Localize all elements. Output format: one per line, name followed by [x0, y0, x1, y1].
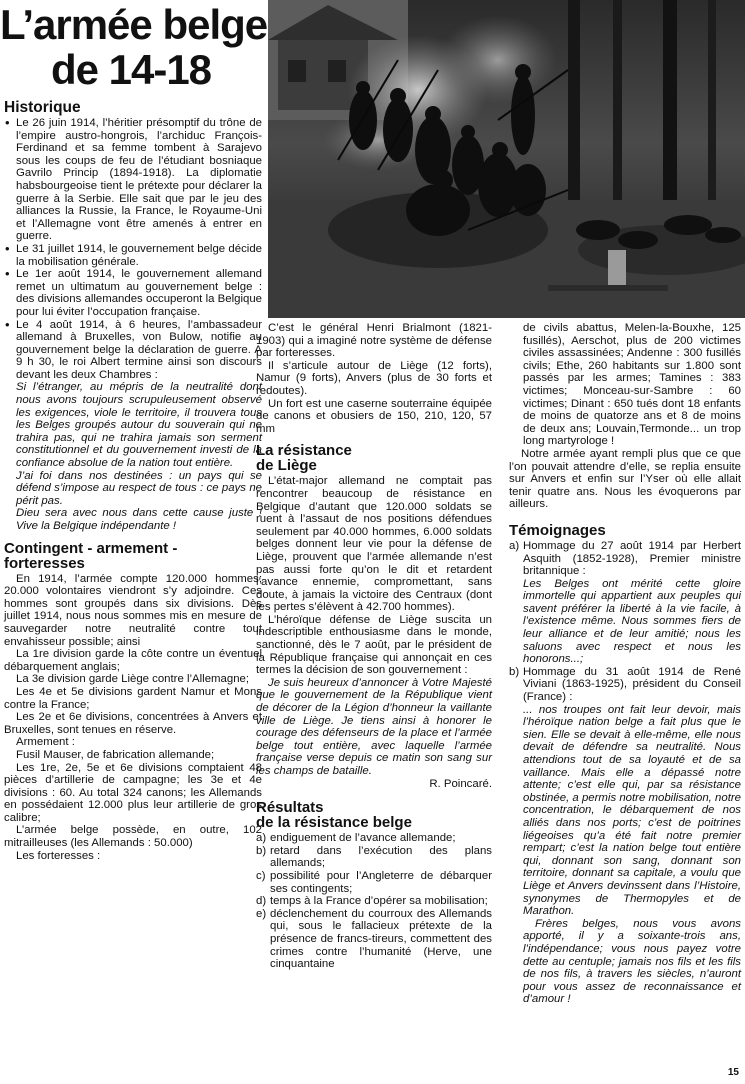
list-item-text: endiguement de l’avance allemande;: [270, 832, 456, 845]
list-item: [256, 907, 492, 971]
resistance-heading-line-2: de Liège: [256, 457, 317, 475]
column-3: [509, 322, 741, 1006]
paragraph: Un fort est une caserne souterraine équipée de canons et obusiers de 150, 210, 120, 57 mm: [256, 397, 492, 435]
historique-list: [4, 117, 262, 533]
list-item-text: possibilité pour l’Angleterre de débarquer ses contingents;: [270, 869, 492, 895]
column-1: [4, 96, 262, 862]
list-marker: a): [256, 832, 267, 845]
paragraph: Les forteresses :: [16, 849, 101, 862]
asquith-quote: Les Belges ont mérité cette gloire immortelle qui appartient aux peuples qui savent préférer la liberté à la vie facile, à l’existence même. Nous sommes fiers de leur alliance et de leur amitié; nous les saluons avec respect et nous les honorons...;: [523, 577, 741, 666]
paragraph: La 1re division garde la côte contre un éventuel débarquement anglais;: [4, 648, 262, 673]
paragraph: Fusil Mauser, de fabrication allemande;: [16, 748, 215, 761]
viviani-intro: Hommage du 31 août 1914 de René Viviani (1863-1925), président du Conseil (France) :: [523, 665, 741, 704]
list-marker: e): [256, 907, 267, 920]
paragraph: Il s’articule autour de Liège (12 forts), Namur (9 forts), Anvers (plus de 30 forts et redoutes).: [256, 359, 492, 397]
list-item: [509, 539, 741, 666]
viviani-quote-1: ... nos troupes ont fait leur devoir, mais l’héroïque nation belge a fait plus que le sien. Elle se devait à elle-même, elle nous devait de défendre sa neutralité. Nous attendions tout de sa loyauté et de sa vaillance. Mais elle a dépassé notre attente; c’est elle qui, par sa résistance obstinée, a permis notre mobilisation, notre concentration, le débarquement de nos alliés dans nos ports; c’est de poitrines liégeoises qu’a été fait notre premier rempart; c’est la nation belge tout entière qui, donnant son sang, donnant son territoire, donnant sa capitale, a voulu que Liège et Anvers devinssent dans l’Histoire, synonymes de Thermopyles et de Marathon.: [523, 703, 741, 918]
list-marker: b): [509, 665, 520, 678]
resultats-heading-line-1: Résultats: [256, 799, 324, 817]
title-line-1: L’armée belge: [0, 1, 268, 48]
battle-illustration: [268, 0, 745, 318]
poincare-quote: Je suis heureux d’annoncer à Votre Majesté que le gouvernement de la République vient de décorer de la Légion d’honneur la vaillante ville de Liège. Je tiens ainsi à honorer le courage des défenseurs de la place et l’armée belge tout entière, avec laquelle l’armée française verse depuis ce matin son sang sur les champs de bataille.: [256, 676, 492, 777]
list-marker: a): [509, 539, 520, 552]
list-marker: b): [256, 844, 267, 857]
paragraph: En 1914, l’armée compte 120.000 hommes; 20.000 volontaires viendront s’y adjoindre. Ces hommes sont groupés dans six divisions. Dès juillet 1914, nous nous sommes mis en mesure de sauvegarder notre neutralité contre tout envahisseur possible; ainsi: [4, 572, 262, 648]
list-item: [16, 319, 262, 533]
list-item: • Le 31 juillet 1914, le gouvernement belge décide la mobilisation générale.: [16, 243, 262, 268]
paragraph: L’armée belge possède, en outre, 102 mitrailleuses (les Allemands : 50.000): [4, 824, 262, 850]
paragraph: C’est le général Henri Brialmont (1821-1903) qui a imaginé notre système de défense par forteresses.: [256, 322, 492, 360]
list-item: • Le 26 juin 1914, l’héritier présomptif du trône de l’empire austro-hongrois, l’archiduc François-Ferdinand et sa femme tombent à Sarajevo sous les coups de feu de l’étudiant bosniaque Gavrilo Princip (1894-1918). La diplomatie habsbourgeoise tient le prétexte pour déclarer la guerre à la Serbie. Elle sait que par le jeu des alliances la Russie, la France, le Royaume-Uni et l’Allemagne vont être amenés à entrer en guerre.: [16, 117, 262, 243]
paragraph: de civils abattus, Melen-la-Bouxhe, 125 fusillés), Aerschot, plus de 200 victimes civiles assassinées; Andenne : 300 fusillés civils; Ethe, 260 habitants sur 1.800 sont passés par les armes; Tamines : 383 victimes; Monceau-sur-Sambre : 60 victimes; Dinant : 650 tués dont 18 enfants de moins de quatorze ans et 8 de moins de deux ans; Louvain,Termonde... un trop long martyrologe !: [523, 322, 741, 448]
battle-illustration-drawing: [268, 0, 745, 318]
column-2: [256, 322, 492, 971]
paragraph: L’héroïque défense de Liège suscita un indescriptible enthousiasme dans le monde, sanctionné, dès le 7 août, par le président de la République française qui annonçait en ces termes la décision de son gouvernement :: [256, 613, 492, 677]
viviani-quote-2: Frères belges, nous vous avons apporté, il y a soixante-trois ans, l’indépendance; vous nous payez votre dette au centuple; jamais nos fils et les fils de nos fils, à travers les siècles, n’auront pour vous assez de reconnaissance et d’amour !: [523, 917, 741, 1006]
title-line-2: de 14-18: [50, 46, 212, 93]
list-item: • Le 1er août 1914, le gouvernement allemand remet un ultimatum au gouvernement belge : des divisions allemandes occuperont la Belgique pour lui éviter l’occupation française.: [16, 268, 262, 318]
resultats-heading-line-2: de la résistance belge: [256, 814, 412, 832]
resultats-heading: [256, 800, 492, 830]
king-quote-1: Si l’étranger, au mépris de la neutralité dont nous avons toujours scrupuleusement observé les exigences, viole le territoire, il trouvera tous les Belges groupés autour du souverain qui ne trahira pas, qui ne trahira jamais son serment constitutionnel et du gouvernement investi de la confiance absolue de la nation tout entière.: [16, 381, 262, 470]
temoignages-heading: Témoignages: [509, 521, 606, 539]
paragraph: Les 2e et 6e divisions, concentrées à Anvers et Bruxelles, sont tenues en réserve.: [4, 711, 262, 736]
historique-heading: Historique: [4, 99, 81, 116]
paragraph: Notre armée ayant rempli plus que ce que l’on pouvait attendre d’elle, se replia ensuite sur Anvers et enfin sur l’Yser où elle allait tenir quatre ans. Nous les évoquerons par ailleurs.: [509, 447, 741, 511]
contingent-heading: Contingent - armement - forteresses: [4, 539, 178, 572]
resistance-heading: [256, 443, 492, 473]
list-item: [509, 665, 741, 1006]
list-item-text: retard dans l’exécution des plans allemands;: [270, 844, 492, 870]
paragraph: Les 4e et 5e divisions gardent Namur et Mons contre la France;: [4, 685, 262, 711]
list-item-text: temps à la France d’opérer sa mobilisation;: [270, 895, 488, 908]
paragraph: La 3e division garde Liège contre l’Allemagne;: [16, 673, 250, 686]
resultats-list: [256, 832, 492, 971]
paragraph: Armement :: [16, 736, 75, 749]
page-title: [0, 1, 268, 93]
king-quote-2: J’ai foi dans nos destinées : un pays qui se défend s’impose au respect de tous : ce pays ne périt pas.: [16, 469, 262, 507]
temoignages-list: [509, 540, 741, 1006]
list-item: [256, 895, 492, 908]
list-marker: c): [256, 869, 266, 882]
asquith-intro: Hommage du 27 août 1914 par Herbert Asquith (1852-1928), Premier ministre britannique :: [523, 539, 741, 578]
paragraph: L’état-major allemand ne comptait pas rencontrer beaucoup de résistance en Belgique d’autant que 120.000 soldats se ruent à l’assaut de nos positions défendues seulement par 40.000 hommes, 6.000 soldats belges donnent leur vie pour la défense de Liège, prouvent que l’armée allemande n’est pas aussi forte qu’on le dit et retardent l’avance ennemie, compromettant, sans doute, à jamais la victoire des Centraux (dont les pertes s’élèvent à 42.700 hommes).: [256, 475, 492, 614]
king-quote-3: Dieu sera avec nous dans cette cause juste ! Vive la Belgique indépendante !: [16, 507, 262, 532]
poincare-signature: R. Poincaré.: [429, 777, 492, 790]
list-item: [256, 844, 492, 870]
list-item-text: Le 4 août 1914, à 6 heures, l’ambassadeur allemand à Bruxelles, von Bulow, notifie au gouvernement belge la déclaration de guerre. A 9 h 30, le roi Albert termine ainsi son discours devant les deux Chambres :: [16, 318, 262, 381]
list-marker: d): [256, 895, 267, 908]
paragraph: Les 1re, 2e, 5e et 6e divisions comptaient 48 pièces d’artillerie de campagne; les 3e et 4e divisions : 60. Au total 324 canons; les Allemands en possédaient 12.000 plus leur artillerie de gros calibre;: [4, 761, 262, 824]
resistance-heading-line-1: La résistance: [256, 442, 352, 460]
list-item-text: déclenchement du courroux des Allemands qui, sous le fallacieux prétexte de la présence de francs-tireurs, commettent des crimes contre l’humanité (Herve, une cinquantaine: [270, 907, 492, 971]
list-item: [256, 869, 492, 895]
page-number: 15: [727, 1067, 739, 1078]
list-item: [256, 832, 492, 845]
